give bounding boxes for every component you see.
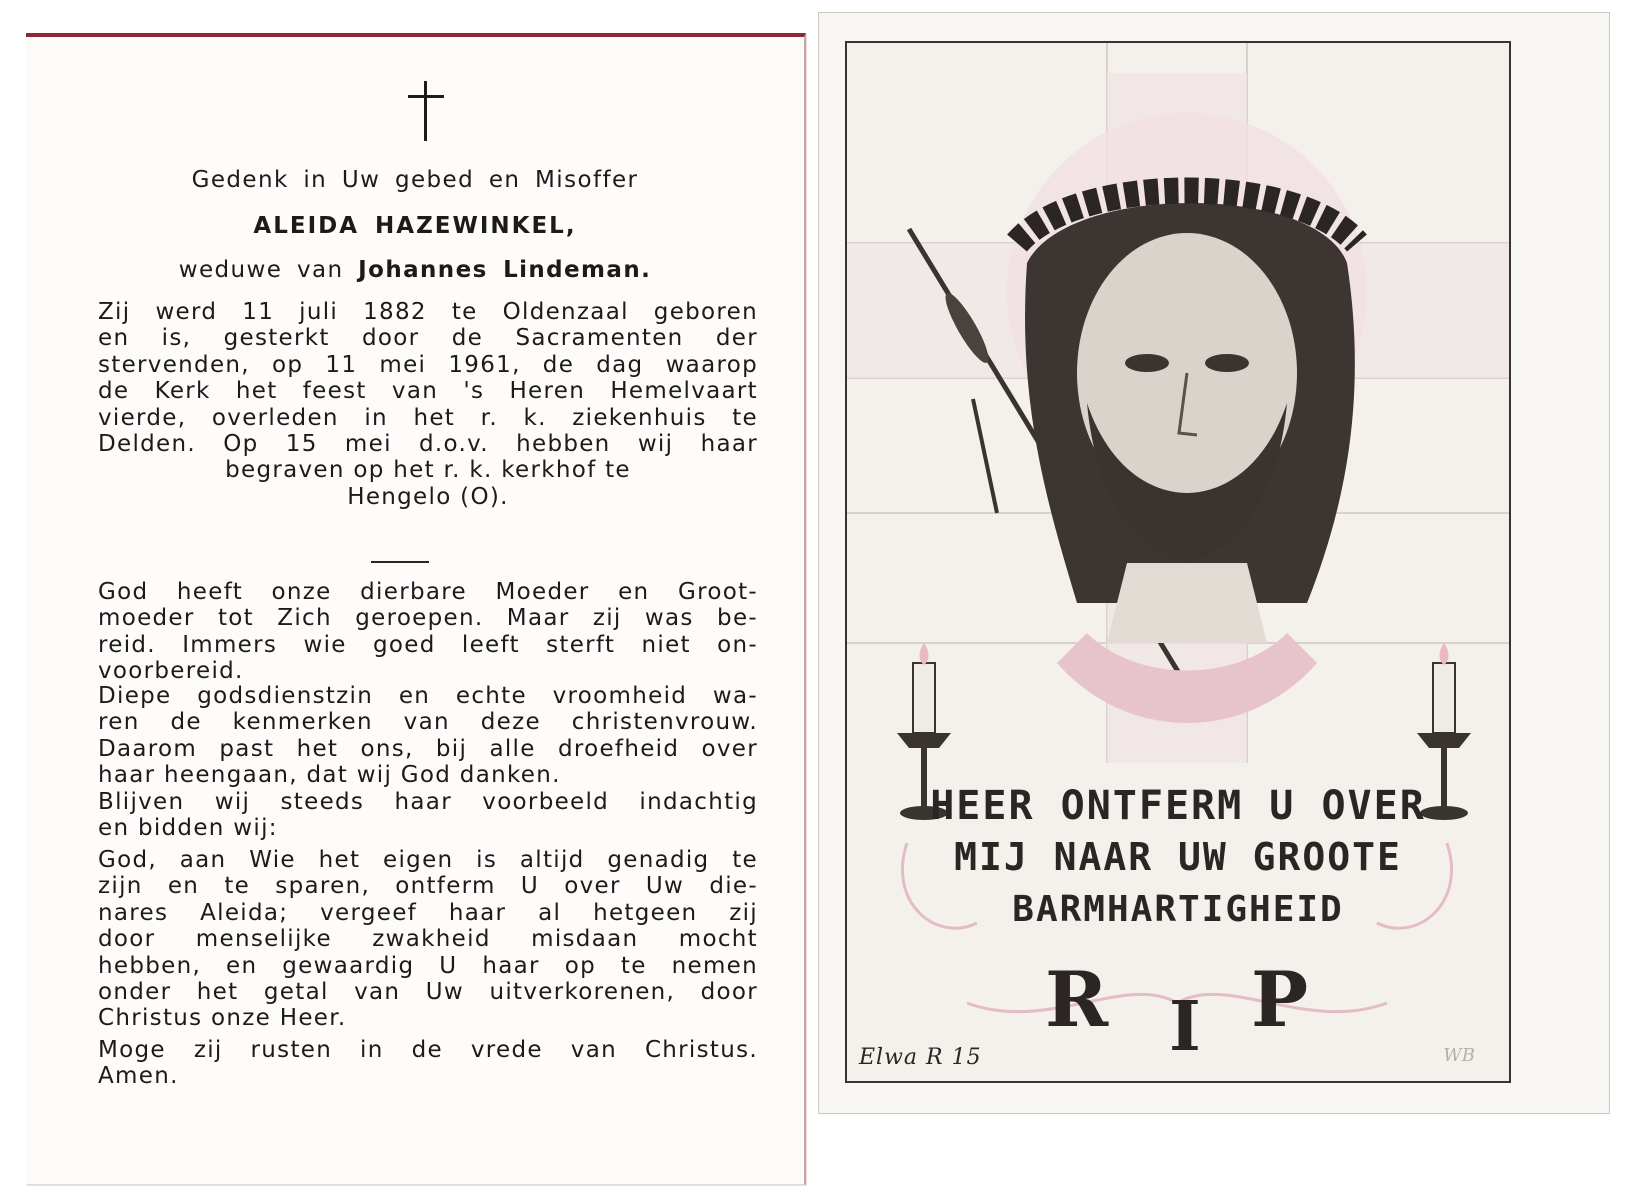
prayer-line: zijn en te sparen, ontferm U over Uw die- xyxy=(98,873,758,900)
devotion-line: Daarom past het ons, bij alle droefheid over xyxy=(98,735,758,762)
devotion-line: ren de kenmerken van deze christenvrouw. xyxy=(98,709,758,736)
bio-line: de Kerk het feest van 's Heren Hemelvaart xyxy=(98,378,758,405)
closing-line: Amen. xyxy=(98,1063,179,1090)
devotion-paragraph xyxy=(98,683,758,841)
spouse-name: Johannes Lindeman. xyxy=(358,257,652,283)
rip-letter-p: P xyxy=(1251,955,1309,1044)
closing-paragraph xyxy=(98,1037,758,1090)
prayer-line: door menselijke zwakheid misdaan mocht xyxy=(98,926,758,953)
prayer-paragraph xyxy=(98,847,758,1032)
prayer-banner-line: MIJ NAAR UW GROOTE xyxy=(954,835,1402,879)
prayer-line: hebben, en gewaardig U haar op te nemen xyxy=(98,952,758,979)
bio-line: en is, gesterkt door de Sacramenten der xyxy=(98,325,758,352)
biography-paragraph xyxy=(98,299,758,510)
cross-icon xyxy=(406,81,446,141)
bio-line: Delden. Op 15 mei d.o.v. hebben wij haar xyxy=(98,431,758,458)
prayer-banner-line: HEER ONTFERM U OVER xyxy=(930,783,1426,829)
tribute-line: voorbereid. xyxy=(98,658,244,685)
widow-line xyxy=(86,255,744,285)
section-divider xyxy=(371,561,429,563)
devotion-line: haar heengaan, dat wij God danken. xyxy=(98,762,561,789)
memorial-card-text-side xyxy=(26,33,806,1185)
devotion-line: en bidden wij: xyxy=(98,815,278,842)
publisher-signature: Elwa R 15 xyxy=(859,1045,982,1070)
widow-prefix: weduwe van xyxy=(178,257,344,283)
devotional-illustration-frame xyxy=(845,41,1511,1083)
tribute-line: God heeft onze dierbare Moeder en Groot- xyxy=(98,579,758,605)
bio-line: vierde, overleden in het r. k. ziekenhuis te xyxy=(98,404,758,431)
bio-line: Zij werd 11 juli 1882 te Oldenzaal geboren xyxy=(98,299,758,325)
lance xyxy=(973,399,997,513)
intro-line: Gedenk in Uw gebed en Misoffer xyxy=(191,167,639,193)
memorial-card-image-side xyxy=(818,12,1610,1114)
tribute-line: reid. Immers wie goed leeft sterft niet on- xyxy=(98,631,758,658)
prayer-line: God, aan Wie het eigen is altijd genadig te xyxy=(98,847,758,873)
closing-line: Moge zij rusten in de vrede van Christus. xyxy=(98,1037,758,1063)
prayer-banner-line: BARMHARTIGHEID xyxy=(1012,889,1344,930)
bio-line: Hengelo (O). xyxy=(347,483,509,510)
prayer-line: onder het getal van Uw uitverkorenen, door xyxy=(98,979,758,1006)
prayer-line: Christus onze Heer. xyxy=(98,1005,347,1032)
rip-letter-r: R xyxy=(1045,955,1109,1044)
prayer-line: nares Aleida; vergeef haar al hetgeen zij xyxy=(98,899,758,926)
tribute-paragraph xyxy=(98,579,758,685)
deceased-name: ALEIDA HAZEWINKEL, xyxy=(253,213,577,239)
bio-line: begraven op het r. k. kerkhof te xyxy=(225,457,631,484)
rip-letter-i: I xyxy=(1169,987,1201,1067)
devotion-line: Diepe godsdienstzin en echte vroomheid wa- xyxy=(98,683,758,709)
artist-monogram: WB xyxy=(1443,1045,1475,1066)
devotion-line: Blijven wij steeds haar voorbeeld indachtig xyxy=(98,788,758,815)
tribute-line: moeder tot Zich geroepen. Maar zij was be- xyxy=(98,605,758,632)
bio-line: stervenden, op 11 mei 1961, de dag waarop xyxy=(98,351,758,378)
